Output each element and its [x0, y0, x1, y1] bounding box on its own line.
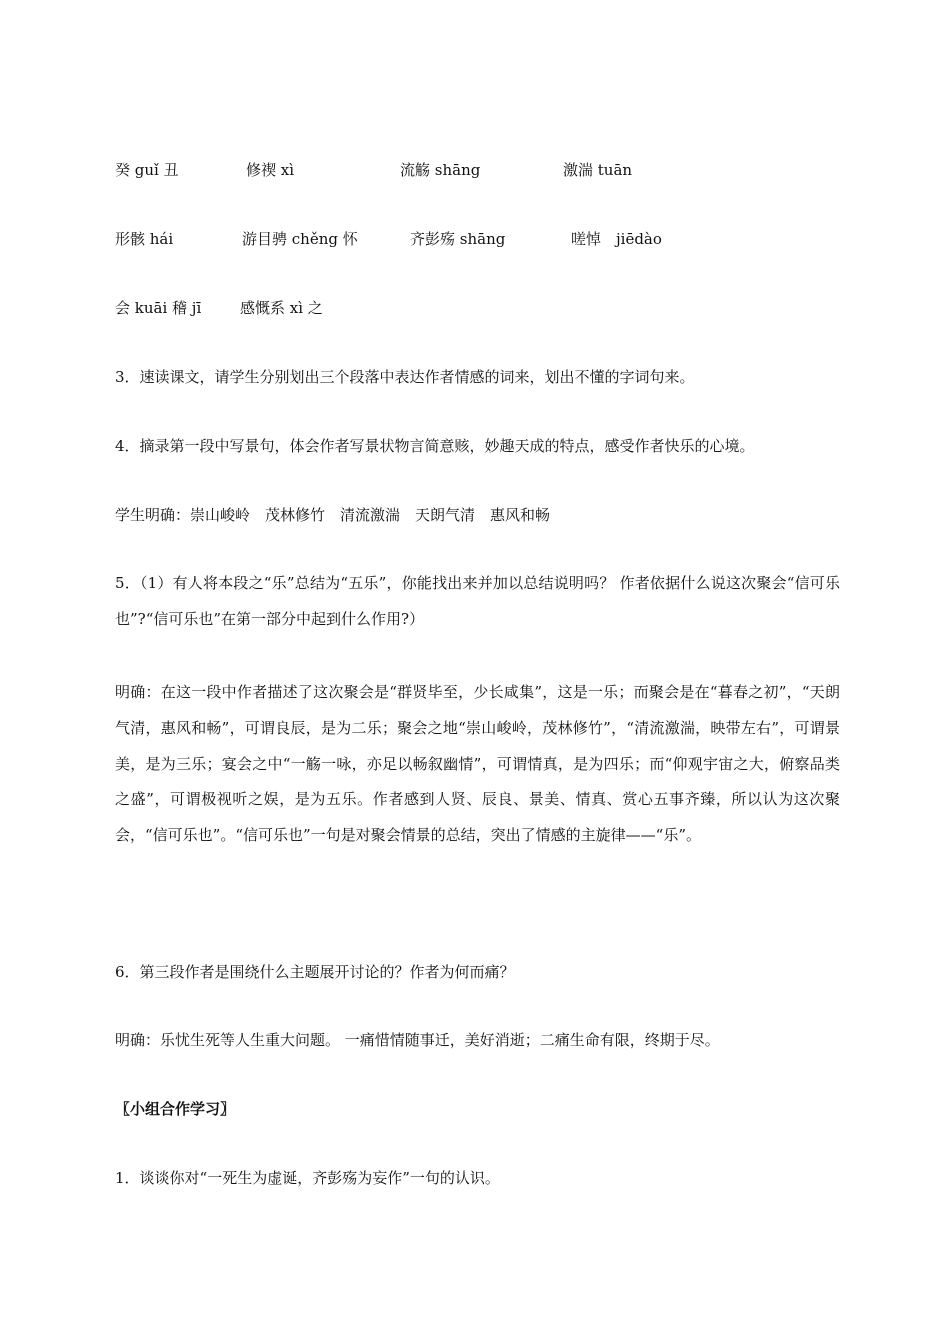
group-question-1: 1．谈谈你对“一死生为虚诞，齐彭殇为妄作”一句的认识。 — [115, 1169, 500, 1187]
pinyin-item: 流觞 shāng — [400, 161, 481, 179]
question-6: 6．第三段作者是围绕什么主题展开讨论的？作者为何而痛？ — [115, 963, 515, 981]
question-4-answer: 学生明确：崇山峻岭 茂林修竹 清流激湍 天朗气清 惠风和畅 — [115, 506, 551, 524]
pinyin-item: 形骸 hái — [115, 230, 174, 248]
pinyin-item: 癸 guǐ 丑 — [115, 161, 179, 179]
section-title: 〖小组合作学习〗 — [115, 1100, 236, 1118]
pinyin-item: 齐彭殇 shāng — [410, 230, 506, 248]
pinyin-item: 会 kuāi 稽 jī — [115, 299, 202, 317]
question-5: 5．（1）有人将本段之“乐”总结为“五乐”，你能找出来并加以总结说明吗？ 作者依据什么说这次聚会“信可乐也”?“信可乐也”在第一部分中起到什么作用?） — [115, 574, 840, 628]
question-5-answer: 明确：在这一段中作者描述了这次聚会是“群贤毕至，少长咸集”，这是一乐；而聚会是在“暮春之初”，“天朗气清，惠风和畅”，可谓良辰，是为二乐；聚会之地“崇山峻岭，茂林修竹”，“清流激湍，映带左右”，可谓景美，是为三乐；宴会之中“一觞一咏，亦足以畅叙幽情”，可谓情真，是为四乐；而“仰观宇宙之大，俯察品类之盛”，可谓极视听之娱，是为五乐。作者感到人贤、辰良、景美、情真、赏心五事齐臻，所以认为这次聚会，“信可乐也”。“信可乐也”一句是对聚会情景的总结，突出了情感的主旋律——“乐”。 — [115, 683, 840, 845]
question-6-answer: 明确：乐忧生死等人生重大问题。 一痛惜情随事迁，美好消逝；二痛生命有限，终期于尽。 — [115, 1031, 720, 1049]
question-3: 3．速读课文，请学生分别划出三个段落中表达作者情感的词来，划出不懂的字词句来。 — [115, 368, 695, 386]
pinyin-item: 游目骋 chěng 怀 — [242, 230, 358, 248]
pinyin-item: 嗟悼 jiēdào — [571, 230, 662, 248]
pinyin-item: 修禊 xì — [246, 161, 295, 179]
pinyin-item: 激湍 tuān — [563, 161, 633, 179]
pinyin-item: 感慨系 xì 之 — [240, 299, 323, 317]
question-4: 4．摘录第一段中写景句，体会作者写景状物言简意赅，妙趣天成的特点，感受作者快乐的心境。 — [115, 437, 755, 455]
